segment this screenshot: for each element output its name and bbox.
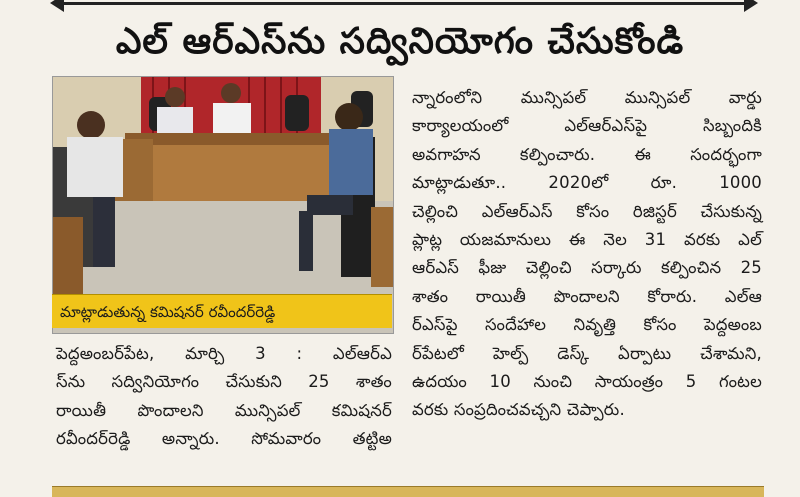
article-line: చెల్లించి ఎల్ఆర్ఎస్ కోసం రిజిస్టర్ చేసుకున్న [412, 201, 762, 221]
article-line: శాతం రాయితీ పొందాలని కోరారు. ఎల్ఆ [412, 286, 762, 306]
article-line: ఆర్ఎస్ ఫీజు చెల్లించి సర్కారు కల్పించిన 25 [412, 258, 762, 278]
article-line: పెద్దఅంబర్‌పేట, మార్చి 3 : ఎల్ఆర్ఎ [56, 344, 392, 363]
next-article-photo-edge [52, 486, 764, 497]
article-line: ప్లాట్ల యజమానులు ఈ నెల 31 వరకు ఎల్ [412, 230, 762, 250]
article-line: ర్ఎస్‌పై సందేహాల నివృత్తి కోసం పెద్దఅంబ [412, 315, 762, 335]
article-line: వరకు సంప్రదించవచ్చని చెప్పారు. [412, 400, 625, 420]
article-line: స్‌ను సద్వినియోగం చేసుకుని 25 శాతం [56, 372, 392, 392]
article-line: ర్‌పేటలో హెల్ప్ డెస్క్ ఏర్పాటు చేశామని, [412, 343, 762, 363]
article-line: రాయితీ పొందాలని మున్సిపల్ కమిషనర్ [56, 400, 392, 420]
article-line: కార్యాలయంలో ఎల్ఆర్ఎస్‌పై సిబ్బందికి [412, 116, 762, 136]
article-column-left [56, 340, 392, 454]
photo-caption: మాట్లాడుతున్న కమిషనర్ రవీందర్‌రెడ్డి [52, 294, 392, 328]
arrow-right-ornament [744, 0, 758, 12]
article-line: మాట్లాడుతూ.. 2020లో రూ. 1000 [412, 173, 762, 193]
article-line: రవీందర్‌రెడ్డి అన్నారు. సోమవారం తట్టిఅ [56, 429, 392, 449]
top-rule [60, 2, 750, 5]
arrow-left-ornament [50, 0, 64, 12]
headline: ఎల్ ఆర్ఎస్‌ను సద్వినియోగం చేసుకోండి [115, 21, 685, 62]
article-line: అవగాహన కల్పించారు. ఈ సందర్భంగా [412, 144, 762, 164]
article-column-right [412, 84, 762, 425]
article-line: న్నారంలోని మున్సిపల్ మున్సిపల్ వార్డు [412, 88, 762, 107]
article-line: ఉదయం 10 నుంచి సాయంత్రం 5 గంటల [412, 372, 762, 392]
